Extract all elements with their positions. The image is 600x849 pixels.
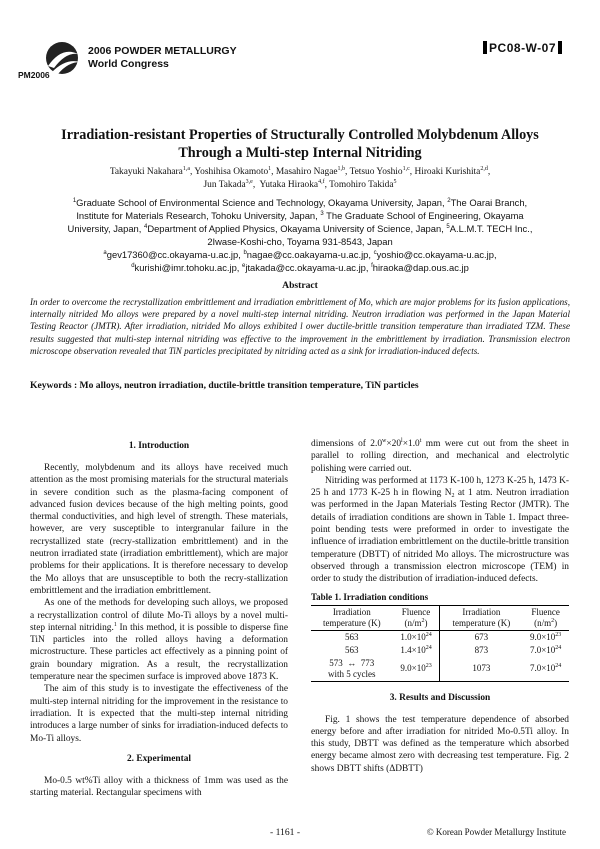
paper-title-line1: Irradiation-resistant Properties of Structurally Controlled Molybdenum Alloys [61, 127, 539, 143]
author-line1: Takayuki Nakahara$^{1,a}$, Yoshihisa Okamoto$^1$, Masahiro Nagae$^{1,b}$, Tetsuo Yoshio$^{1,c}$, Hiroaki Kurishita$^{2,d}$, [109, 166, 491, 177]
conference-title-line2: World Congress [88, 58, 169, 70]
page-number: - 1161 - [270, 827, 301, 838]
table-cell: $9.0\times 10^{23}$ [393, 657, 440, 682]
table-cell: $1.0\times 10^{24}$ [400, 631, 432, 642]
table-header-row [311, 605, 569, 630]
paper-id [481, 41, 564, 55]
paragraph-text: at 1 atm. Neutron irradiation was performed in the Japan Materials Testing Rector (JMTR). The details of irradiation conditions are shown in Table 1. Impact three-point bending tests were preformed in order to investigate the influence of irradiation embrittlement on the ductile-brittle transition temperature (DBTT) of nitrided Mo alloys. The microstructure was observed through a transmission electron microscope (TEM) in order to study the distribution of irradiation-induced defects. [311, 488, 570, 585]
paragraph: dimensions of $2.0^w\times 20^l\times 1.0^t$ mm were cut out from the sheet in parallel to rolling direction, and mechanical and electrolytic polishing were carried out. [311, 438, 569, 474]
affiliations [30, 196, 570, 274]
table-cell: 1073 [440, 657, 522, 682]
right-column [311, 438, 569, 775]
paragraph [311, 475, 569, 586]
affiliation-line: 2Iwase-Koshi-cho, Toyama 931-8543, Japan [207, 236, 393, 247]
section-heading-experimental: 2. Experimental [126, 753, 192, 764]
email-line: $^d$kurishi@imr.tohoku.ac.jp, $^e$jtakada@cc.okayama-u.ac.jp, $^f$hiraoka@dap.ous.ac.jp [131, 262, 469, 273]
table-cell: $1.4\times 10^{24}$ [400, 644, 432, 655]
paragraph-text: As one of the methods for developing such alloys, we proposed a recrystallization control of dilute Mo-Ti alloys by a novel multi-step internal nitriding. [30, 598, 288, 633]
affiliation-line: $^1$Graduate School of Environmental Science and Technology, Okayama University, Japan, $^2$The Oarai Branch, [72, 197, 528, 208]
table-header-cell: Irradiation temperature (K) [440, 605, 522, 630]
paragraph: Mo-0.5 wt%Ti alloy with a thickness of 1mm was used as the starting material. Rectangular specimens with [30, 775, 288, 799]
paper-title [30, 126, 570, 162]
table-cell: 873 [440, 644, 522, 657]
table-row [311, 630, 569, 644]
paragraph-text: Nitriding was performed at 1173 K-100 h, 1273 K-25 h, 1473 K-25 h and 1773 K-25 h in flowing N [311, 475, 569, 499]
paragraph [30, 597, 288, 683]
affiliation-line: Institute for Materials Research, Tohoku University, Japan, $^3$ The Graduate School of Engineering, Okayama [76, 210, 524, 221]
table-cell: 563 [345, 631, 359, 642]
table-row [311, 657, 569, 682]
copyright-notice: © Korean Powder Metallurgy Institute [426, 827, 566, 837]
paper-id-text: PC08-W-07 [489, 41, 556, 55]
table-header-cell: Fluence $(n/m^2)$ [393, 605, 440, 630]
email-line: $^a$gev17360@cc.okayama-u.ac.jp, $^b$nagae@cc.oakayama-u.ac.jp, $^c$yoshio@cc.okayama-u.ac.jp, [103, 249, 497, 260]
affiliation-line: University, Japan, $^4$Department of Applied Physics, Okayama University of Science, Japan, $^5$A.L.M.T. TECH Inc., [67, 223, 533, 234]
table-cell: $7.0\times 10^{24}$ [529, 644, 562, 655]
table-caption: Table 1. Irradiation conditions [311, 591, 429, 602]
left-column [30, 438, 288, 799]
paper-id-right-bar [558, 41, 562, 54]
paragraph: The aim of this study is to investigate the effectiveness of the multi-step internal nitriding for the improvement in the resistance to irradiation. It is expected that the multi-step internal nitriding introduces a large number of sinks for irradiation-induced defects to Mo-Ti alloys. [30, 684, 288, 744]
paragraph-text: In this method, it is possible to disperse fine TiN particles into the rolled alloys having a deformation microstructure. These particles act effectively as a pinning point of grain boundary migration. As a result, the recrystallization temperature near the specimen surface is improved above 1873 K. [30, 622, 288, 683]
conference-title [88, 45, 237, 71]
table-cell: 673 [440, 630, 522, 644]
table-cell: 563 [345, 644, 359, 655]
conference-title-line1: 2006 POWDER METALLURGY [88, 45, 237, 57]
author-line2: Jun Takada$^{3,e}$, Yutaka Hiraoka$^{4,f}$, Tomohiro Takida$^5$ [203, 179, 397, 190]
keywords: Keywords : Mo alloys, neutron irradiation, ductile-brittle transition temperature, TiN particles [30, 380, 419, 391]
table-cell: $9.0\times 10^{23}$ [529, 631, 562, 642]
paragraph: Recently, molybdenum and its alloys have received much attention as the most promising materials for the structural materials in severe condition such as the plasma-facing component of advanced fusion devices because of the high melting points, good thermal conductivities, and high level of strength. These materials, however, are very susceptible to intergranular failure in the recrystallized state (recry-stallization embrittlement) and in the neutron irradiated state (irradiation embrittlement), which are major problems for their applications. It is therefore necessary to develop the Mo alloys that are unsusceptible to both the recry-stallization embrittlement and the irradiation embrittlement. [30, 463, 288, 596]
section-heading-introduction: 1. Introduction [128, 441, 190, 451]
reference-marker: 1 [113, 621, 117, 628]
paragraph: Fig. 1 shows the test temperature dependence of absorbed energy before and after irradiation for nitrided Mo-0.5Ti alloy. In this study, DBTT was defined as the temperature which absorbed energy became almost zero with decreasing test temperature. Fig. 2 shows DBTT shifts (ΔDBTT) [311, 714, 569, 774]
table-header-cell: Irradiation temperature (K) [311, 605, 393, 630]
table-header-cell: Fluence $(n/m^2)$ [522, 605, 569, 630]
paper-title-line2: Through a Multi-step Internal Nitriding [178, 145, 422, 161]
paper-id-left-bar [483, 41, 487, 54]
irradiation-conditions-table [311, 592, 569, 682]
subscript: 2 [451, 493, 455, 500]
table-cell: $7.0\times 10^{24}$ [522, 657, 569, 682]
table-cell: 573 ↔ 773 with 5 cycles [311, 657, 393, 682]
abstract-text: In order to overcome the recrystallization embrittlement and irradiation embrittlement of Mo, which are major problems for its fusion applications, internally nitrided Mo alloys were prepared by a novel multi-step internal nitriding. Neutron irradiation was performed in the Japan Material Testing Reactor (JMTR). After irradiation, nitrided Mo alloys exhibited l ower ductile-brittle transition temperature than irradiated TZM. These results suggested that multi-step internal nitriding was effective to the improvement in the embrittlement by irradiation. Transmission electron microscope observation revealed that TiN particles precipitated by nitriding acted as a sink for irradiation-induced defects. [30, 297, 570, 356]
author-list [30, 166, 570, 192]
table-row [311, 644, 569, 657]
logo-text: PM2006 [18, 70, 50, 80]
section-heading-results: 3. Results and Discussion [389, 692, 491, 703]
abstract-heading: Abstract [282, 280, 318, 291]
